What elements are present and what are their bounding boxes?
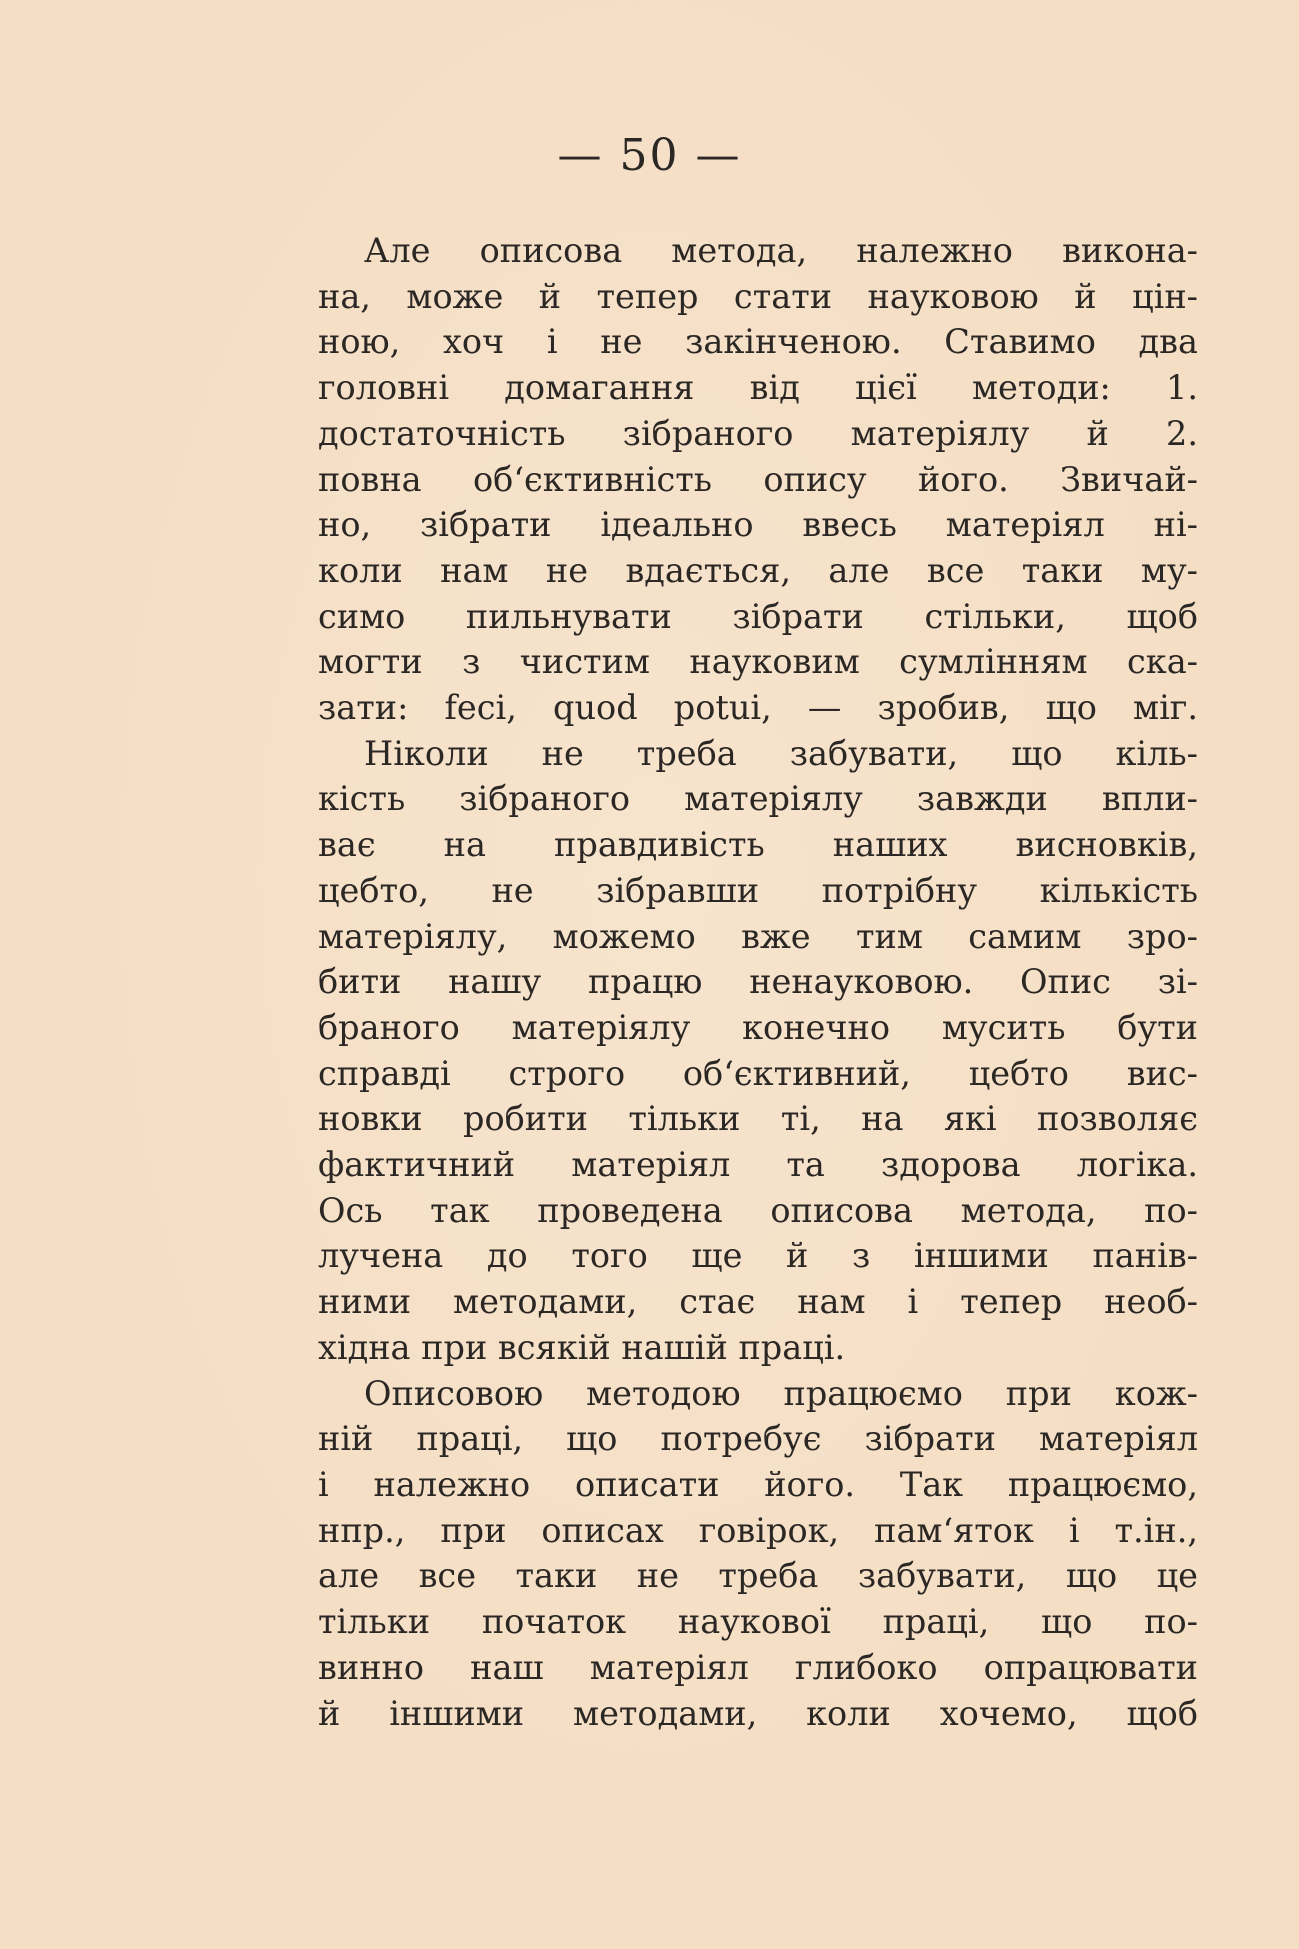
text-line: но, зібрати ідеально ввесь матеріял ні-: [318, 505, 1198, 545]
text-line: симо пильнувати зібрати стільки, щоб: [318, 596, 1198, 636]
paragraph-3: [318, 1371, 1198, 1737]
text-line: фактичний матеріял та здорова логіка.: [318, 1145, 1198, 1185]
text-line: й іншими методами, коли хочемо, щоб: [318, 1693, 1198, 1733]
text-line: лучена до того ще й з іншими панів-: [318, 1236, 1198, 1276]
text-line: нпр., при описах говірок, пам‘яток і т.ін.,: [318, 1510, 1198, 1550]
text-line: Ніколи не треба забувати, що кіль-: [364, 733, 1198, 773]
text-line: хідна при всякій нашій праці.: [318, 1327, 846, 1367]
paragraph-2: [318, 731, 1198, 1371]
text-line: і належно описати його. Так працюємо,: [318, 1464, 1198, 1504]
text-line: Ось так проведена описова метода, по-: [318, 1190, 1198, 1230]
text-line: повна об‘єктивність опису його. Звичай-: [318, 459, 1198, 499]
text-line: Описовою методою працюємо при кож-: [364, 1373, 1198, 1413]
text-line: ній праці, що потребує зібрати матеріял: [318, 1419, 1198, 1459]
text-line: головні домагання від цієї методи: 1.: [318, 368, 1198, 408]
paragraph-1: [318, 228, 1198, 731]
text-line: матеріялу, можемо вже тим самим зро-: [318, 916, 1198, 956]
text-line: на, може й тепер стати науковою й цін-: [318, 276, 1198, 316]
text-line: кість зібраного матеріялу завжди впли-: [318, 779, 1198, 819]
text-line: але все таки не треба забувати, що це: [318, 1556, 1198, 1596]
text-line: могти з чистим науковим сумлінням ска-: [318, 642, 1198, 682]
text-line: цебто, не зібравши потрібну кількість: [318, 870, 1198, 910]
text-line: тільки початок наукової праці, що по-: [318, 1602, 1198, 1642]
text-line: Але описова метода, належно викона-: [364, 231, 1198, 270]
text-line: браного матеріялу конечно мусить бути: [318, 1007, 1198, 1047]
text-line: справді строго об‘єктивний, цебто вис-: [318, 1053, 1198, 1093]
text-line: ними методами, стає нам і тепер необ-: [318, 1282, 1198, 1322]
text-line: достаточність зібраного матеріялу й 2.: [318, 413, 1198, 453]
text-line: ною, хоч і не закінченою. Ставимо два: [318, 322, 1198, 362]
text-line: зати: feci, quod potui, — зробив, що міг.: [318, 688, 1198, 728]
text-line: бити нашу працю ненауковою. Опис зі-: [318, 962, 1198, 1002]
text-line: коли нам не вдається, але все таки му-: [318, 550, 1198, 590]
text-line: новки робити тільки ті, на які позволяє: [318, 1099, 1198, 1139]
text-line: винно наш матеріял глибоко опрацювати: [318, 1647, 1198, 1687]
page-number: — 50 —: [557, 130, 742, 181]
text-line: ває на правдивість наших висновків,: [318, 825, 1198, 865]
body-text: [318, 228, 1198, 1736]
